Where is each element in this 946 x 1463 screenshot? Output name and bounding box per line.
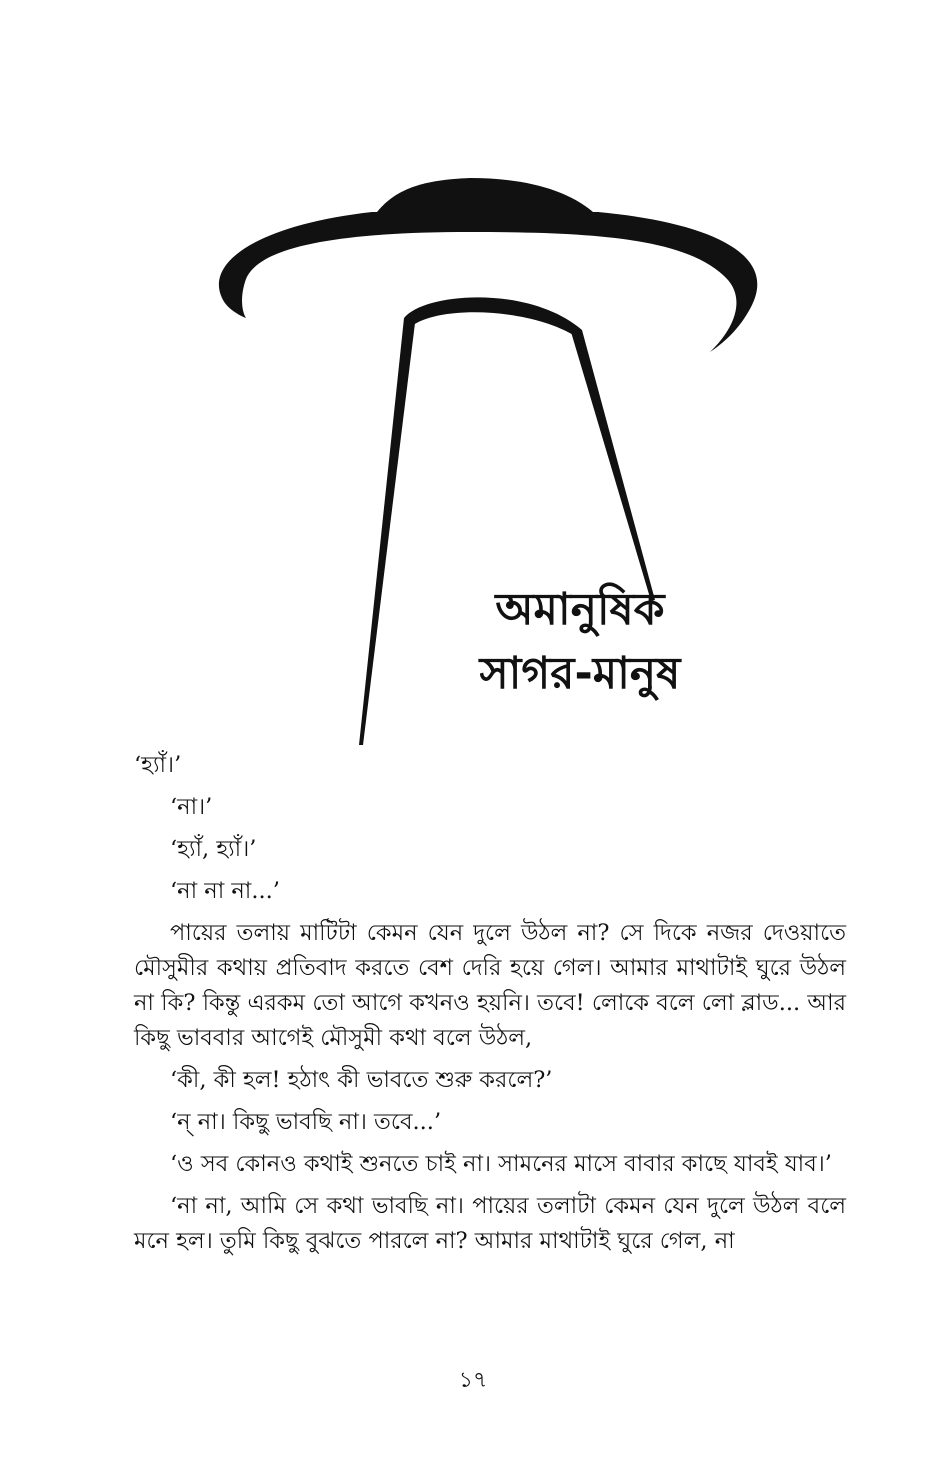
page-number: ১৭	[458, 1368, 488, 1393]
ufo-beam-right	[571, 330, 655, 601]
ufo-brim	[219, 212, 757, 352]
paragraph: ‘হ্যাঁ, হ্যাঁ।’	[170, 836, 257, 862]
ufo-beam-left	[359, 318, 415, 745]
ufo-beam-arch	[404, 297, 582, 336]
ufo-dome	[377, 178, 593, 212]
chapter-title-line-1: অমানুষিক	[495, 584, 665, 635]
paragraph: ‘ও সব কোনও কথাই শুনতে চাই না। সামনের মাসে বাবার কাছে যাবই যাব।’	[170, 1151, 832, 1177]
paragraph: ‘ন্ না। কিছু ভাবছি না। তবে...’	[170, 1109, 442, 1135]
paragraph: পায়ের তলায় মাটিটা কেমন যেন দুলে উঠল না? সে দিকে নজর দেওয়াতে মৌসুমীর কথায় প্রতিবাদ করতে বেশ দেরি হয়ে গেল। আমার মাথাটাই ঘুরে উঠল না কি? কিন্তু এরকম তো আগে কখনও হয়নি। তবে! লোকে বলে লো ব্লাড... আর কিছু ভাববার আগেই মৌসুমী কথা বলে উঠল,	[134, 920, 846, 1051]
paragraph: ‘না না না...’	[170, 878, 280, 904]
paragraph: ‘না না, আমি সে কথা ভাবছি না। পায়ের তলাটা কেমন যেন দুলে উঠল বলে মনে হল। তুমি কিছু বুঝতে পারলে না? আমার মাথাটাই ঘুরে গেল, না	[134, 1193, 846, 1254]
paragraph: ‘না।’	[170, 794, 213, 820]
paragraph: ‘হ্যাঁ।’	[134, 752, 182, 778]
chapter-title-line-2: সাগর-মানুষ	[479, 648, 681, 699]
chapter-title	[440, 578, 720, 706]
story-text	[134, 748, 846, 1259]
paragraph: ‘কী, কী হল! হঠাৎ কী ভাবতে শুরু করলে?’	[170, 1067, 553, 1093]
